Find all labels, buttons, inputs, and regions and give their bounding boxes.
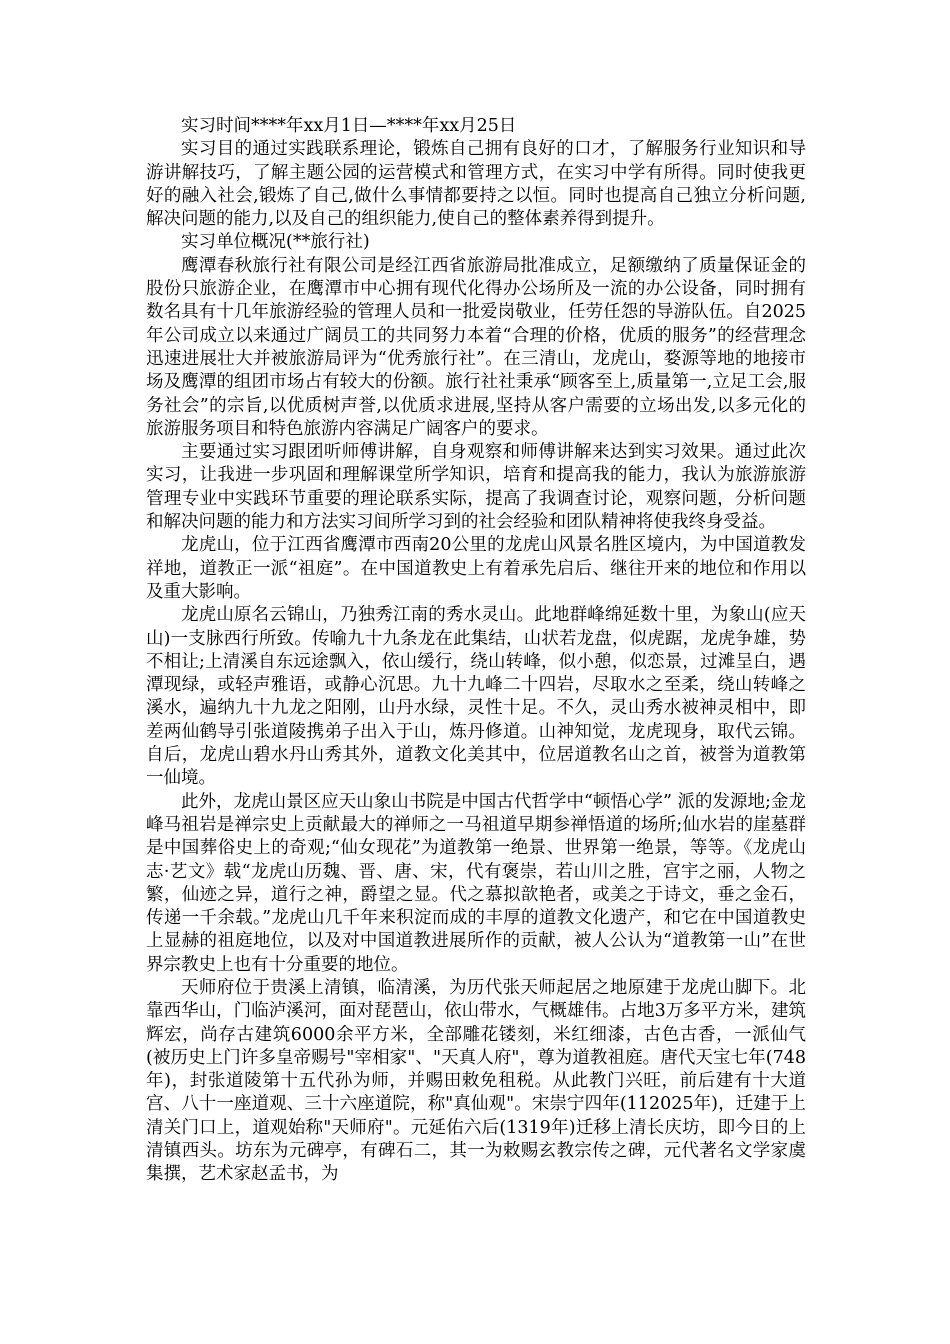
- longhushan-culture-paragraph: 此外，龙虎山景区应天山象山书院是中国古代哲学中“顿悟心学” 派的发源地;金龙峰马祖岩是禅宗史上贡献最大的禅师之一马祖道早期参禅悟道的场所;仙水岩的崖墓群是中国葬俗史上的奇观;“仙女现花”为道教第一绝景、世界第一绝景，等等。《龙虎山志·艺文》载“龙虎山历魏、晋、唐、宋，代有褒崇，若山川之胜，宫宇之丽，人物之繁，仙迹之异，道行之神，爵望之显。代之慕拟歆艳者，或美之于诗文，垂之金石，传递一千余载。”龙虎山几千年来积淀而成的丰厚的道教文化遗产，和它在中国道教史上显赫的祖庭地位，以及对中国道教进展所作的贡献，被人公认为“道教第一山”在世界宗教史上也有十分重要的地位。: [146, 791, 806, 975]
- internship-method-paragraph: 主要通过实习跟团听师傅讲解，自身观察和师傅讲解来达到实习效果。通过此次实习，让我进一步巩固和理解课堂所学知识，培育和提高我的能力，我认为旅游旅游管理专业中实践环节重要的理论联系实际，提高了我调查讨论，观察问题，分析问题和解决问题的能力和方法实习间所学习到的社会经验和团队精神将使我终身受益。: [146, 442, 806, 533]
- internship-period-paragraph: 实习时间****年xx月1日—****年xx月25日: [181, 116, 517, 136]
- internship-purpose-paragraph: 实习目的通过实践联系理论，锻炼自己拥有良好的口才，了解服务行业知识和导游讲解技巧，了解主题公园的运营模式和管理方式，在实习中学有所得。同时使我更好的融入社会,锻炼了自己,做什么事情都要持之以恒。同时也提高自己独立分析问题,解决问题的能力,以及自己的组织能力,使自己的整体素养得到提升。: [146, 139, 806, 230]
- organization-heading: 实习单位概况(**旅行社): [181, 232, 370, 253]
- agency-overview-paragraph: 鹰潭春秋旅行社有限公司是经江西省旅游局批准成立，足额缴纳了质量保证金的股份只旅游企业，在鹰潭市中心拥有现代化得办公场所及一流的办公设备，同时拥有数名具有十几年旅游经验的管理人员和一批爱岗敬业，任劳任怨的导游队伍。自2025年公司成立以来通过广阔员工的共同努力本着“合理的价格，优质的服务”的经营理念迅速进展壮大并被旅游局评为“优秀旅行社”。在三清山，龙虎山，婺源等地的地接市场及鹰潭的组团市场占有较大的份额。旅行社社秉承“顾客至上,质量第一,立足工会,服务社会”的宗旨,以优质树声誉,以优质求进展,坚持从客户需要的立场出发,以多元化的旅游服务项目和特色旅游内容满足广阔客户的要求。: [146, 255, 806, 439]
- longhushan-legend-paragraph: 龙虎山原名云锦山，乃独秀江南的秀水灵山。此地群峰绵延数十里，为象山(应天山)一支脉西行所致。传喻九十九条龙在此集结，山状若龙盘，似虎踞，龙虎争雄，势不相让;上清溪自东远途飘入，依山缓行，绕山转峰，似小憩，似恋景，过滩呈白，遇潭现绿，或轻声雅语，或静心沉思。九十九峰二十四岩，尽取水之至柔，绕山转峰之溪水，遍纳九十九龙之阳刚，山丹水绿，灵性十足。不久，灵山秀水被神灵相中，即差两仙鹤导引张道陵携弟子出入于山，炼丹修道。山神知觉，龙虎现身，取代云锦。自后，龙虎山碧水丹山秀其外，道教文化美其中，位居道教名山之首，被誉为道教第一仙境。: [146, 605, 806, 789]
- document-page: [146, 115, 806, 1187]
- tianshi-mansion-paragraph: 天师府位于贵溪上清镇，临清溪，为历代张天师起居之地原建于龙虎山脚下。北靠西华山，门临泸溪河，面对琵琶山，依山带水，气概雄伟。占地3万多平方米，建筑辉宏，尚存古建筑6000余平方米，全部雕花镂刻，米红细漆，古色古香，一派仙气(被历史上门许多皇帝赐号"宰相家"、"天真人府"，尊为道教祖庭。唐代天宝七年(748年)，封张道陵第十五代孙为师，并赐田敕免租税。从此教门兴旺，前后建有十大道宫、八十一座道观、三十六座道院，称"真仙观"。宋崇宁四年(112025年)，迁建于上清关门口上，道观始称"天师府"。元延佑六后(1319年)迁移上清长庆坊，即今日的上清镇西头。坊东为元碑亭，有碑石二，其一为敕赐玄教宗传之碑，元代著名文学家虞集撰，艺术家赵孟书，为: [146, 977, 806, 1185]
- longhushan-intro-paragraph: 龙虎山，位于江西省鹰潭市西南20公里的龙虎山风景名胜区境内，为中国道教发祥地，道教正一派“祖庭”。在中国道教史上有着承先启后、继往开来的地位和作用以及重大影响。: [146, 535, 806, 602]
